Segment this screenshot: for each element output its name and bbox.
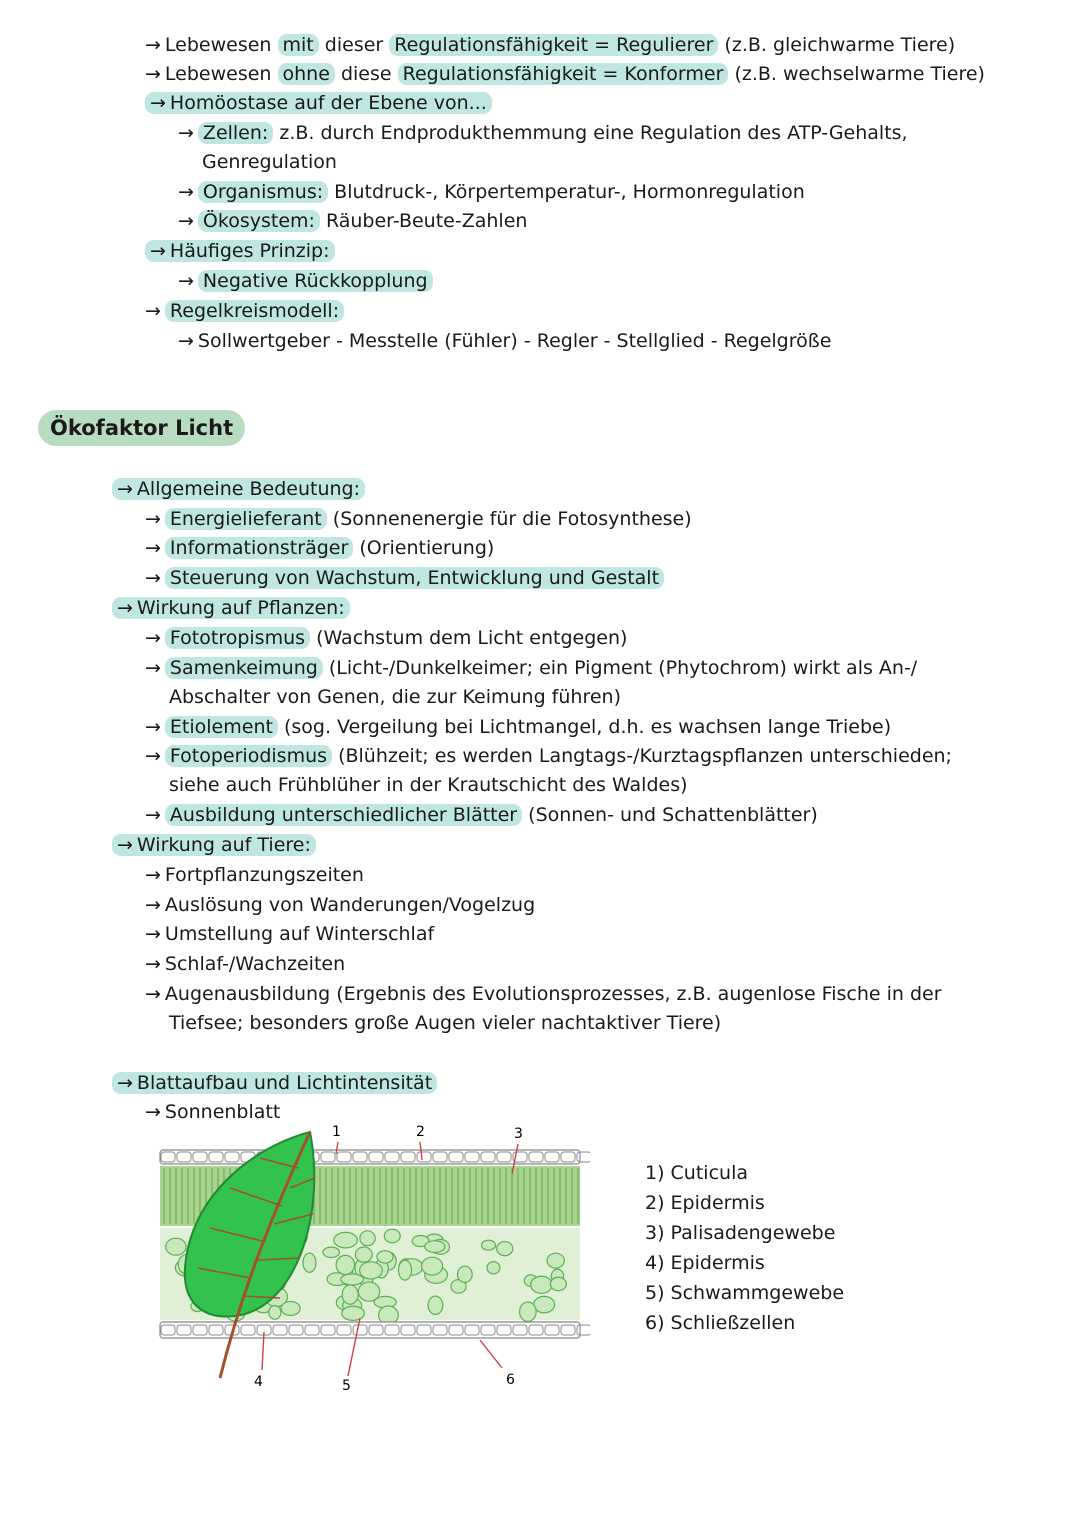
diagram-legend (645, 1158, 844, 1338)
note-line: Abschalter von Genen, die zur Keimung führen) (169, 686, 621, 708)
diagram-label-1: 1 (332, 1124, 341, 1140)
note-line: → Fototropismus (Wachstum dem Licht entgegen) (145, 627, 628, 649)
note-line: → Häufiges Prinzip: (145, 238, 335, 264)
note-line: → Schlaf-/Wachzeiten (145, 953, 346, 975)
note-line: → Organismus: Blutdruck-, Körpertemperatur-, Hormonregulation (178, 181, 805, 203)
diagram-label-2: 2 (416, 1124, 425, 1140)
legend-item: 5) Schwammgewebe (645, 1282, 845, 1304)
note-line: → Allgemeine Bedeutung: (112, 476, 365, 502)
note-line: → Regelkreismodell: (145, 298, 344, 324)
note-line: → Ökosystem: Räuber-Beute-Zahlen (178, 210, 528, 232)
note-line: → Auslösung von Wanderungen/Vogelzug (145, 894, 536, 916)
legend-item: 4) Epidermis (645, 1252, 765, 1274)
note-line: → Augenausbildung (Ergebnis des Evolutionsprozesses, z.B. augenlose Fische in der (145, 983, 942, 1005)
note-line: → Lebewesen mit dieser Regulationsfähigkeit = Regulierer (z.B. gleichwarme Tiere) (145, 34, 956, 56)
note-line: → Energielieferant (Sonnenenergie für die Fotosynthese) (145, 508, 692, 530)
legend-item: 6) Schließzellen (645, 1312, 796, 1334)
leaf-cross-section-diagram (150, 1118, 590, 1398)
diagram-label-4: 4 (254, 1374, 263, 1390)
note-line: → Sollwertgeber - Messtelle (Fühler) - Regler - Stellglied - Regelgröße (178, 330, 832, 352)
note-line: → Negative Rückkopplung (178, 268, 433, 294)
note-line: → Wirkung auf Tiere: (112, 832, 316, 858)
note-line: → Etiolement (sog. Vergeilung bei Lichtmangel, d.h. es wachsen lange Triebe) (145, 716, 892, 738)
legend-item: 1) Cuticula (645, 1162, 748, 1184)
note-line: → Homöostase auf der Ebene von... (145, 90, 492, 116)
note-line: → Zellen: z.B. durch Endprodukthemmung eine Regulation des ATP-Gehalts, (178, 122, 908, 144)
note-line: Tiefsee; besonders große Augen vieler nachtaktiver Tiere) (169, 1012, 722, 1034)
note-line: siehe auch Frühblüher in der Krautschicht des Waldes) (169, 774, 688, 796)
note-line: → Lebewesen ohne diese Regulationsfähigkeit = Konformer (z.B. wechselwarme Tiere) (145, 63, 985, 85)
note-line: → Steuerung von Wachstum, Entwicklung und Gestalt (145, 565, 664, 591)
diagram-label-6: 6 (506, 1372, 515, 1388)
legend-item: 3) Palisadengewebe (645, 1222, 836, 1244)
note-line: → Sonnenblatt (145, 1101, 281, 1123)
note-line: → Umstellung auf Winterschlaf (145, 923, 435, 945)
note-line: → Blattaufbau und Lichtintensität (112, 1070, 437, 1096)
note-line: → Fortpflanzungszeiten (145, 864, 364, 886)
diagram-label-3: 3 (514, 1126, 523, 1142)
note-line: Genregulation (202, 151, 337, 173)
note-line: → Wirkung auf Pflanzen: (112, 595, 350, 621)
note-line: → Informationsträger (Orientierung) (145, 537, 495, 559)
note-line: → Fotoperiodismus (Blühzeit; es werden Langtags-/Kurztagspflanzen unterschieden; (145, 745, 952, 767)
diagram-label-5: 5 (342, 1378, 351, 1394)
note-line: → Ausbildung unterschiedlicher Blätter (Sonnen- und Schattenblätter) (145, 804, 818, 826)
legend-item: 2) Epidermis (645, 1192, 765, 1214)
section-heading: Ökofaktor Licht (38, 410, 245, 446)
note-line: → Samenkeimung (Licht-/Dunkelkeimer; ein Pigment (Phytochrom) wirkt als An-/ (145, 657, 918, 679)
